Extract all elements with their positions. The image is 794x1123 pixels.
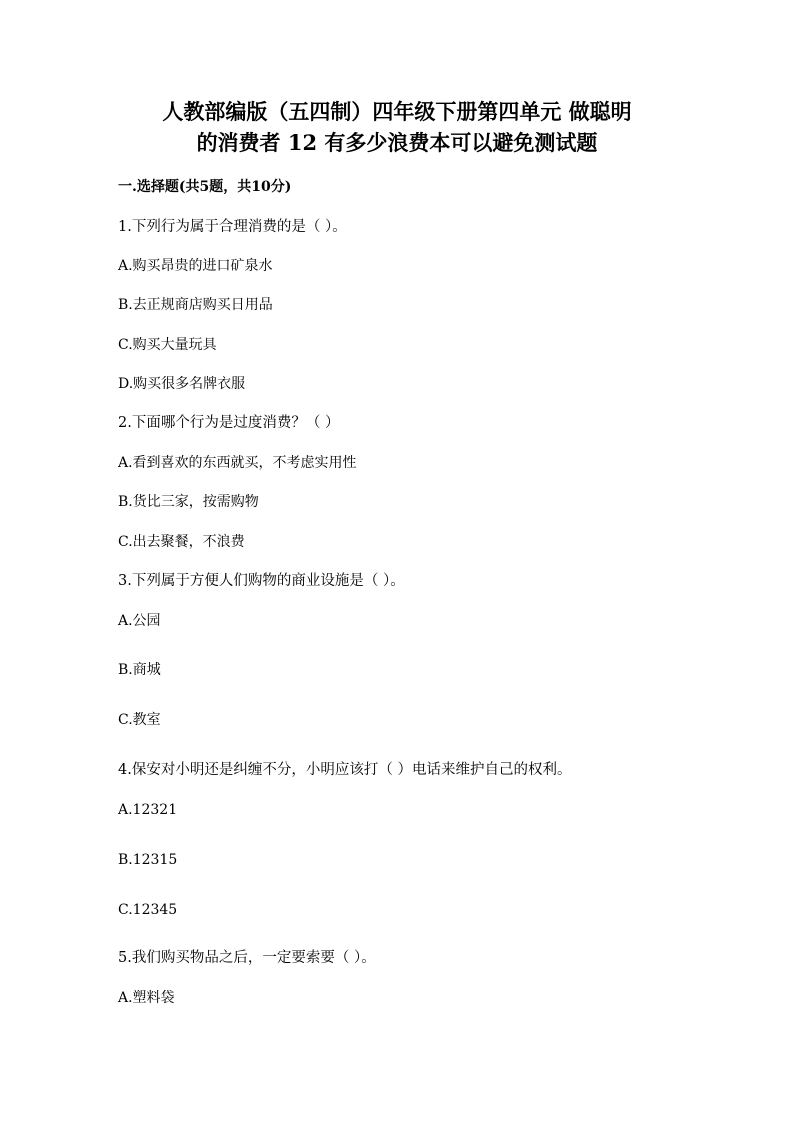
- question-2-option-c: C.出去聚餐，不浪费: [118, 534, 245, 550]
- question-3-option-c: C.教室: [118, 712, 161, 728]
- question-4-option-a: A.12321: [118, 802, 178, 818]
- question-4-stem: 4.保安对小明还是纠缠不分，小明应该打（ ）电话来维护自己的权利。: [118, 762, 572, 778]
- question-1-option-c: C.购买大量玩具: [118, 337, 217, 353]
- question-4-option-b: B.12315: [118, 852, 178, 868]
- question-3-option-a: A.公园: [118, 613, 161, 629]
- question-3-stem: 3.下列属于方便人们购物的商业设施是（ ）。: [118, 573, 405, 589]
- document-title-line-2: 的消费者 12 有多少浪费本可以避免测试题: [196, 130, 598, 155]
- question-1-option-b: B.去正规商店购买日用品: [118, 297, 273, 313]
- question-1-option-a: A.购买昂贵的进口矿泉水: [118, 258, 273, 274]
- section-heading: 一.选择题(共5题，共10分): [118, 179, 292, 195]
- question-2-stem: 2.下面哪个行为是过度消费？（ ）: [118, 415, 340, 431]
- question-4-option-c: C.12345: [118, 902, 178, 918]
- question-2-option-a: A.看到喜欢的东西就买，不考虑实用性: [118, 455, 357, 471]
- question-1-option-d: D.购买很多名牌衣服: [118, 376, 246, 392]
- question-2-option-b: B.货比三家，按需购物: [118, 494, 259, 510]
- question-3-option-b: B.商城: [118, 662, 161, 678]
- document-title-line-1: 人教部编版（五四制）四年级下册第四单元 做聪明: [162, 99, 632, 124]
- question-5-option-a: A.塑料袋: [118, 990, 175, 1006]
- question-5-stem: 5.我们购买物品之后，一定要索要（ ）。: [118, 950, 376, 966]
- question-1-stem: 1.下列行为属于合理消费的是（ ）。: [118, 219, 347, 235]
